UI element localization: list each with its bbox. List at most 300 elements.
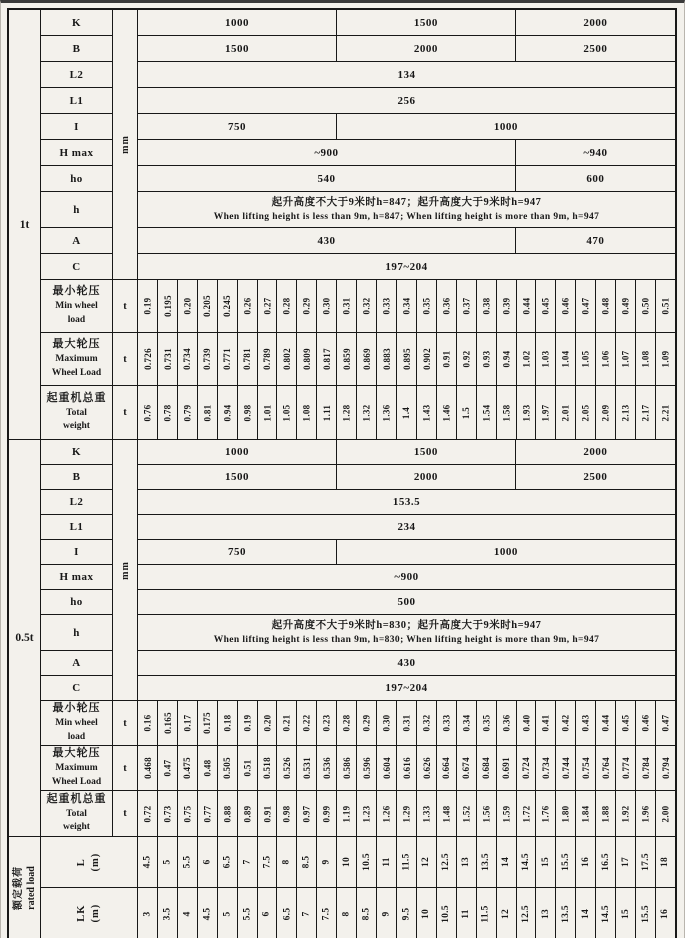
- dim-row-l1: [138, 88, 675, 114]
- value-cell: [596, 280, 616, 332]
- unit-mm-cell: [113, 10, 138, 280]
- value-cell: [138, 280, 158, 332]
- value-text: 0.20: [261, 714, 272, 732]
- value-text: 0.75: [182, 805, 193, 822]
- value-text: 0.47: [660, 714, 671, 732]
- value-cell: [477, 837, 497, 887]
- value-cell: [178, 791, 198, 836]
- value-cell: [596, 333, 616, 385]
- value-text: 9: [381, 910, 392, 917]
- value-text: 16.5: [600, 853, 611, 871]
- value-cell: [317, 837, 337, 887]
- dim-value-cell: 1500: [337, 10, 516, 35]
- value-text: 1.54: [481, 404, 492, 421]
- value-cell: [596, 888, 616, 938]
- value-cell: [377, 791, 397, 836]
- value-text: 2.17: [640, 404, 651, 421]
- dim-label-hmax: H max: [41, 565, 113, 590]
- value-cell: [258, 701, 278, 745]
- value-cell: [457, 837, 477, 887]
- value-text: 17.5: [640, 853, 651, 871]
- value-text: 0.674: [461, 757, 472, 779]
- value-cell: [497, 837, 517, 887]
- value-text: 0.76: [142, 404, 153, 421]
- value-text: 0.684: [481, 757, 492, 779]
- value-text: 1.08: [640, 350, 651, 368]
- value-text: 0.81: [202, 404, 213, 421]
- dim-value-cell: 2500: [583, 471, 608, 483]
- value-cell: [198, 791, 218, 836]
- value-text: 0.744: [560, 757, 571, 779]
- value-cell: [218, 333, 238, 385]
- value-text: 1.01: [261, 404, 272, 421]
- value-cell: [576, 791, 596, 836]
- dim-row-i: [138, 114, 675, 140]
- value-cell: [437, 386, 457, 439]
- value-text: 0.35: [481, 714, 492, 732]
- value-text: 0.731: [162, 348, 173, 370]
- dim-row-b: [138, 36, 675, 62]
- dim-row-k: [138, 440, 675, 465]
- value-text: 0.40: [520, 714, 531, 732]
- value-text: 0.734: [182, 348, 193, 370]
- value-text: 1.29: [401, 805, 412, 822]
- value-text: 1.05: [580, 350, 591, 368]
- dimension-block: [41, 440, 675, 701]
- dim-row-k: [138, 10, 675, 36]
- rated-load-cn: 额定载荷: [12, 866, 24, 910]
- value-cell: [297, 791, 317, 836]
- dim-value-cell: 430: [397, 657, 416, 669]
- value-cell: [536, 746, 556, 790]
- dim-value-cell: [138, 192, 675, 227]
- value-cell: [317, 746, 337, 790]
- value-text: 2.09: [600, 404, 611, 421]
- value-text: 0.41: [540, 714, 551, 732]
- value-text: 1.28: [341, 404, 352, 421]
- value-cell: [616, 791, 636, 836]
- value-cell: [317, 333, 337, 385]
- dim-row-h: [138, 192, 675, 228]
- dim-label-h: h: [41, 192, 113, 228]
- value-cell: [477, 333, 497, 385]
- value-cell: [138, 791, 158, 836]
- value-cell: [517, 791, 537, 836]
- value-cell: [596, 837, 616, 887]
- value-cell: [317, 791, 337, 836]
- value-cell: [277, 701, 297, 745]
- value-text: 1.07: [620, 350, 631, 368]
- value-cell: [616, 746, 636, 790]
- dim-value-cell: 134: [397, 68, 416, 81]
- value-text: 0.616: [401, 757, 412, 779]
- rated-load-block: [9, 837, 675, 938]
- value-text: 0.16: [142, 714, 153, 732]
- value-text: 1.76: [540, 805, 551, 822]
- value-cell: [397, 746, 417, 790]
- load-row-min-wheel: [41, 280, 675, 333]
- value-cell: [437, 888, 457, 938]
- dim-label-a: A: [41, 651, 113, 676]
- value-text: 0.77: [202, 805, 213, 822]
- value-cell: [158, 888, 178, 938]
- value-text: 14: [580, 908, 591, 919]
- value-cell: [277, 791, 297, 836]
- value-text: 0.89: [242, 805, 253, 822]
- value-text: 1.93: [520, 404, 531, 421]
- value-text: 4.5: [202, 907, 213, 920]
- value-text: 0.94: [222, 404, 233, 421]
- dim-row-a: [138, 651, 675, 676]
- value-cell: [497, 791, 517, 836]
- value-text: 0.664: [441, 757, 452, 779]
- value-text: 0.526: [281, 757, 292, 779]
- value-cell: [178, 888, 198, 938]
- value-cell: [317, 701, 337, 745]
- value-text: 8: [341, 910, 352, 917]
- value-cell: [198, 888, 218, 938]
- dim-label-c: C: [41, 254, 113, 280]
- value-text: 0.895: [401, 348, 412, 370]
- value-text: 0.27: [261, 297, 272, 315]
- value-text: 5.5: [242, 907, 253, 920]
- rated-load-label-cell: [9, 837, 41, 938]
- value-text: 0.781: [242, 348, 253, 370]
- value-text: 11: [381, 857, 392, 867]
- value-text: 1.09: [660, 350, 671, 368]
- value-cell: [218, 386, 238, 439]
- value-text: 10.5: [361, 853, 372, 871]
- value-cell: [616, 280, 636, 332]
- dim-value-cell: 2000: [583, 16, 608, 29]
- value-cell: [457, 386, 477, 439]
- value-text: 1.4: [401, 406, 412, 419]
- value-text: 4: [182, 910, 193, 917]
- value-cell: [178, 333, 198, 385]
- value-text: 1.08: [301, 404, 312, 421]
- label-unit: (m): [90, 904, 101, 923]
- value-text: 1.36: [381, 404, 392, 421]
- value-text: 0.817: [321, 348, 332, 370]
- value-text: 0.78: [162, 404, 173, 421]
- value-cell: [437, 280, 457, 332]
- value-text: 14.5: [520, 853, 531, 871]
- dim-value-cell: 540: [138, 166, 516, 191]
- value-cell: [636, 386, 656, 439]
- dim-value-cell: 500: [397, 596, 416, 608]
- value-cell: [596, 386, 616, 439]
- dim-value-cell: 256: [397, 94, 416, 107]
- value-text: 0.802: [281, 348, 292, 370]
- value-cell: [576, 701, 596, 745]
- value-text: 0.809: [301, 348, 312, 370]
- value-text: 0.49: [620, 297, 631, 315]
- value-cell: [158, 333, 178, 385]
- value-text: 0.794: [660, 757, 671, 779]
- dim-label-i: I: [41, 114, 113, 140]
- value-cell: [218, 701, 238, 745]
- value-cell: [317, 280, 337, 332]
- capacity-label: 0.5t: [9, 440, 41, 836]
- value-text: 0.536: [321, 757, 332, 779]
- value-text: 1.46: [441, 404, 452, 421]
- value-cell: [337, 386, 357, 439]
- dim-value-cell: 1500: [337, 440, 516, 464]
- dim-row-i: [138, 540, 675, 565]
- value-text: 1.26: [381, 805, 392, 822]
- label-en2: weight: [63, 421, 90, 432]
- value-cell: [656, 386, 675, 439]
- value-text: 7: [242, 859, 253, 865]
- value-text: 0.784: [640, 757, 651, 779]
- value-text: 0.596: [361, 757, 372, 779]
- value-text: 13.5: [560, 904, 571, 923]
- value-text: 11.5: [401, 853, 412, 871]
- lifting-height-note-cn: 起升高度不大于9米时h=830；起升高度大于9米时h=947: [271, 620, 542, 632]
- value-text: 0.91: [441, 350, 452, 368]
- value-text: 0.883: [381, 348, 392, 370]
- value-text: 0.195: [162, 295, 173, 317]
- value-cell: [556, 746, 576, 790]
- value-cell: [337, 701, 357, 745]
- value-text: 1.43: [421, 404, 432, 421]
- value-cell: [198, 386, 218, 439]
- label-cn: 最小轮压: [52, 285, 101, 298]
- value-cell: [397, 386, 417, 439]
- value-cell: [656, 888, 675, 938]
- value-text: 5: [222, 910, 233, 917]
- value-cell: [178, 746, 198, 790]
- value-cell: [616, 386, 636, 439]
- dim-row-l2: [138, 62, 675, 88]
- dim-label-b: B: [41, 465, 113, 490]
- value-cell: [497, 888, 517, 938]
- value-cell: [536, 791, 556, 836]
- load-row-label: [41, 791, 113, 836]
- value-text: 0.48: [202, 759, 213, 777]
- dim-row-l1: [138, 515, 675, 540]
- value-cell: [636, 888, 656, 938]
- dim-row-ho: [138, 166, 675, 192]
- value-text: 0.46: [640, 714, 651, 732]
- value-cell: [337, 791, 357, 836]
- value-cell: [138, 837, 158, 887]
- value-cell: [178, 386, 198, 439]
- value-cell: [178, 837, 198, 887]
- dim-row-h: [138, 615, 675, 651]
- value-text: 9: [321, 859, 332, 865]
- value-cell: [477, 888, 497, 938]
- value-cell: [457, 333, 477, 385]
- value-cell: [277, 386, 297, 439]
- label-en1: Total: [66, 407, 87, 418]
- value-text: 6: [261, 910, 272, 917]
- value-cell: [397, 791, 417, 836]
- label-en1: Total: [66, 808, 87, 819]
- value-cell: [158, 837, 178, 887]
- value-cell: [576, 280, 596, 332]
- value-text: 0.726: [142, 348, 153, 370]
- value-text: 16: [660, 908, 671, 919]
- value-cell: [596, 746, 616, 790]
- value-cell: [297, 333, 317, 385]
- value-text: 0.531: [301, 757, 312, 779]
- value-cell: [317, 888, 337, 938]
- value-cell: [437, 701, 457, 745]
- value-text: 6: [202, 859, 213, 865]
- value-text: 0.30: [381, 714, 392, 732]
- dim-label-b: B: [41, 36, 113, 62]
- value-cell: [357, 746, 377, 790]
- value-text: 0.36: [501, 714, 512, 732]
- value-cell: [277, 888, 297, 938]
- value-cell: [417, 888, 437, 938]
- value-cell: [238, 837, 258, 887]
- value-cell: [317, 386, 337, 439]
- value-cell: [536, 386, 556, 439]
- lifting-height-note-en: When lifting height is less than 9m, h=847; When lifting height is more than 9m, h=947: [213, 211, 600, 222]
- value-cell: [218, 791, 238, 836]
- value-cell: [238, 701, 258, 745]
- value-text: 0.47: [162, 759, 173, 777]
- value-cell: [517, 280, 537, 332]
- value-text: 2.13: [620, 404, 631, 421]
- value-text: 1.59: [501, 805, 512, 822]
- value-text: 0.29: [361, 714, 372, 732]
- label-en2: Wheel Load: [51, 367, 102, 378]
- value-text: 1.96: [640, 805, 651, 822]
- value-cell: [277, 837, 297, 887]
- value-cell: [536, 837, 556, 887]
- value-cell: [596, 791, 616, 836]
- value-cell: [437, 746, 457, 790]
- value-cell: [337, 333, 357, 385]
- value-text: 1.48: [441, 805, 452, 822]
- value-cell: [477, 701, 497, 745]
- value-text: 0.774: [620, 757, 631, 779]
- value-cell: [656, 280, 675, 332]
- value-cell: [178, 701, 198, 745]
- rated-load-en: rated load: [25, 866, 37, 910]
- load-row-label: [41, 701, 113, 745]
- dim-value-cell: 197~204: [385, 260, 428, 273]
- value-text: 0.99: [321, 805, 332, 822]
- value-cell: [258, 386, 278, 439]
- value-text: 1.92: [620, 805, 631, 822]
- value-text: 17: [620, 856, 631, 868]
- value-text: 0.19: [242, 714, 253, 732]
- value-text: 2.00: [660, 805, 671, 822]
- lifting-height-note-en: When lifting height is less than 9m, h=830; When lifting height is more than 9m, h=947: [213, 634, 600, 645]
- value-text: 1.72: [520, 805, 531, 822]
- dim-label-l2: L2: [41, 62, 113, 88]
- value-text: 1.06: [600, 350, 611, 368]
- value-text: 8.5: [361, 907, 372, 920]
- value-text: 0.21: [281, 714, 292, 732]
- value-cell: [477, 791, 497, 836]
- value-cell: [337, 837, 357, 887]
- dim-label-k: K: [41, 10, 113, 36]
- value-cell: [477, 280, 497, 332]
- dim-label-l1: L1: [41, 88, 113, 114]
- value-text: 0.31: [341, 297, 352, 315]
- value-cell: [417, 791, 437, 836]
- value-text: 12: [421, 856, 432, 868]
- value-text: 0.245: [222, 295, 233, 317]
- label-unit: (m): [90, 852, 101, 872]
- value-text: 1.52: [461, 805, 472, 822]
- value-cell: [477, 386, 497, 439]
- unit-t-label: t: [113, 701, 138, 745]
- value-cell: [656, 746, 675, 790]
- value-text: 0.50: [640, 297, 651, 315]
- row-lk-span: [41, 888, 675, 938]
- value-cell: [397, 333, 417, 385]
- dim-value-cell: 1000: [138, 440, 337, 464]
- value-cell: [556, 280, 576, 332]
- value-cell: [297, 837, 317, 887]
- value-cell: [218, 746, 238, 790]
- dim-label-ho: ho: [41, 166, 113, 192]
- value-cell: [656, 791, 675, 836]
- value-cell: [258, 280, 278, 332]
- value-text: 8: [281, 859, 292, 865]
- value-cell: [417, 746, 437, 790]
- value-text: 0.691: [501, 757, 512, 779]
- value-text: 0.175: [202, 712, 213, 734]
- value-text: 1.5: [461, 406, 472, 419]
- value-cell: [636, 746, 656, 790]
- dim-label-a: A: [41, 228, 113, 254]
- load-row-total-weight: [41, 386, 675, 439]
- value-cell: [258, 888, 278, 938]
- value-cell: [277, 280, 297, 332]
- value-text: 1.32: [361, 404, 372, 421]
- value-text: 0.43: [580, 714, 591, 732]
- value-cell: [517, 888, 537, 938]
- unit-t-label: t: [113, 280, 138, 332]
- value-cell: [477, 746, 497, 790]
- value-text: 0.604: [381, 757, 392, 779]
- value-cell: [576, 746, 596, 790]
- value-text: 6.5: [281, 907, 292, 920]
- value-cell: [517, 333, 537, 385]
- value-cell: [517, 386, 537, 439]
- value-text: 0.32: [421, 714, 432, 732]
- value-text: 0.28: [281, 297, 292, 315]
- dim-value-cell: 1500: [138, 465, 337, 489]
- section-1t: [9, 10, 675, 440]
- lk-span-label: [75, 904, 103, 923]
- dim-value-cell: 1500: [138, 36, 337, 61]
- value-cell: [417, 333, 437, 385]
- value-text: 0.88: [222, 805, 233, 822]
- value-cell: [536, 701, 556, 745]
- lifting-height-note-cn: 起升高度不大于9米时h=847；起升高度大于9米时h=947: [271, 197, 542, 209]
- value-cell: [497, 333, 517, 385]
- value-cell: [357, 333, 377, 385]
- value-text: 15: [620, 908, 631, 919]
- value-text: 0.754: [580, 757, 591, 779]
- value-cell: [258, 791, 278, 836]
- value-text: 0.26: [242, 297, 253, 315]
- value-text: 0.468: [142, 757, 153, 779]
- value-text: 0.859: [341, 348, 352, 370]
- value-text: 0.39: [501, 297, 512, 315]
- value-text: 0.47: [580, 297, 591, 315]
- dim-value-cell: 750: [138, 114, 337, 139]
- dim-label-l2: L2: [41, 490, 113, 515]
